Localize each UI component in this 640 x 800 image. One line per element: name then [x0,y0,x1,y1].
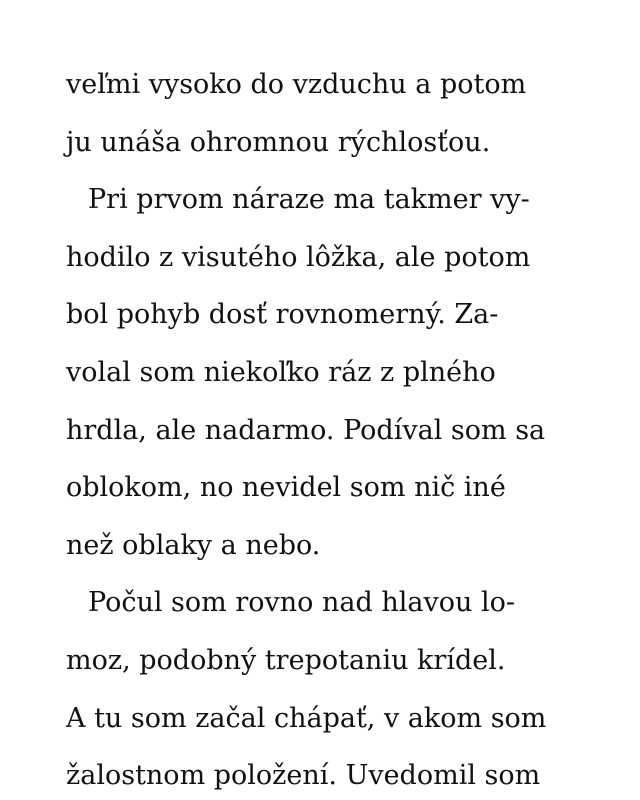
text-line: veľmi vysoko do vzduchu a potom [66,69,527,100]
text-line-paragraph-start: Počul som rovno nad hlavou lo- [88,587,515,619]
text-line-paragraph-start: Pri prvom náraze ma takmer vy- [88,184,530,216]
text-line: bol pohyb dosť rovnomerný. Za- [66,299,499,331]
text-line: hodilo z visutého lôžka, ale potom [66,241,531,273]
text-line: než oblaky a nebo. [66,529,321,561]
text-line: moz, podobný trepotaniu krídel. [66,644,506,676]
text-line: A tu som začal chápať, v akom som [66,702,547,734]
text-line: oblokom, no nevidel som nič iné [66,472,506,504]
text-line: volal som niekoľko ráz z plného [66,356,496,388]
text-line: žalostnom položení. Uvedomil som [66,760,541,792]
text-line: ju unáša ohromnou rýchlosťou. [66,126,491,158]
text-line: hrdla, ale nadarmo. Podíval som sa [66,414,546,446]
